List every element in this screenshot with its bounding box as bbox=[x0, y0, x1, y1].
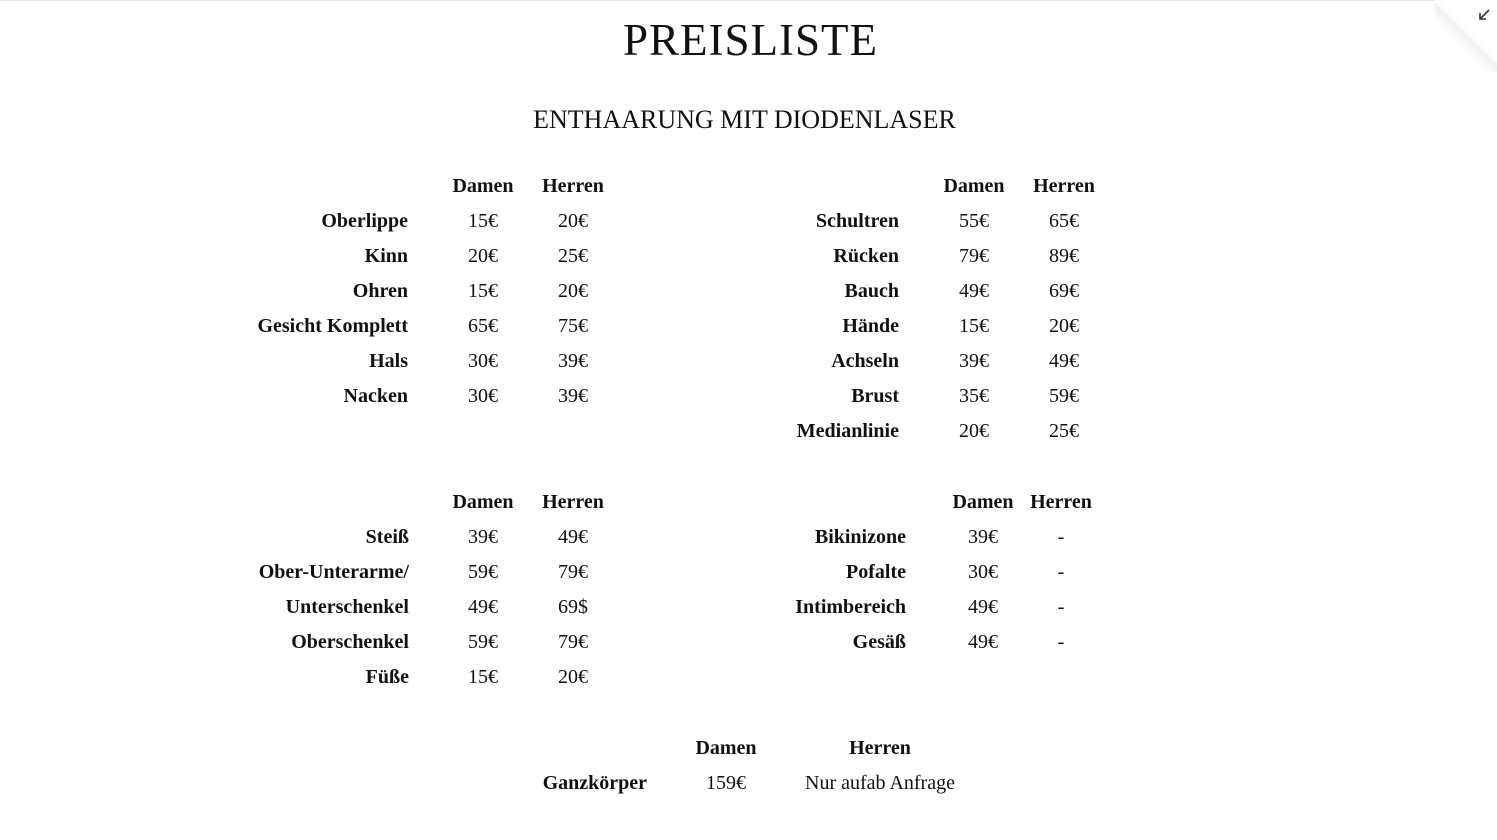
price-row bbox=[250, 204, 618, 239]
header-spacer bbox=[250, 169, 438, 204]
table-header-row bbox=[741, 485, 1100, 520]
price-herren: 39€ bbox=[558, 350, 588, 372]
price-herren: - bbox=[1057, 631, 1065, 653]
price-herren: - bbox=[1057, 596, 1065, 618]
price-row bbox=[250, 555, 618, 590]
price-herren: 69€ bbox=[1049, 280, 1079, 302]
price-row bbox=[741, 590, 1100, 625]
price-herren: 69$ bbox=[558, 596, 588, 618]
price-row bbox=[741, 414, 1109, 449]
body-area-label: Ober-Unterarme/ bbox=[258, 561, 409, 583]
body-area-label: Kinn bbox=[364, 245, 408, 267]
price-damen: 65€ bbox=[468, 315, 498, 337]
price-damen: 15€ bbox=[468, 280, 498, 302]
price-row bbox=[250, 660, 618, 695]
price-herren: - bbox=[1057, 561, 1065, 583]
price-table-intimate bbox=[741, 485, 1100, 660]
body-area-label: Medianlinie bbox=[796, 420, 899, 442]
top-divider bbox=[0, 0, 1497, 1]
price-row bbox=[741, 204, 1109, 239]
price-damen: 49€ bbox=[959, 280, 989, 302]
price-herren: 89€ bbox=[1049, 245, 1079, 267]
price-row bbox=[250, 274, 618, 309]
price-herren: 25€ bbox=[558, 245, 588, 267]
price-damen: 49€ bbox=[968, 596, 998, 618]
page-title: PREISLISTE bbox=[622, 15, 879, 65]
body-area-label: Hals bbox=[369, 350, 408, 372]
column-header-damen: Damen bbox=[452, 175, 514, 197]
column-header-damen: Damen bbox=[695, 737, 757, 759]
body-area-label: Gesäß bbox=[852, 631, 906, 653]
header-spacer bbox=[741, 169, 929, 204]
price-herren: 49€ bbox=[1049, 350, 1079, 372]
column-header-damen: Damen bbox=[952, 491, 1014, 513]
column-header-damen: Damen bbox=[452, 491, 514, 513]
body-area-label: Oberlippe bbox=[321, 210, 408, 232]
price-row bbox=[741, 239, 1109, 274]
price-row bbox=[250, 590, 618, 625]
column-header-herren: Herren bbox=[849, 737, 911, 759]
column-header-damen: Damen bbox=[943, 175, 1005, 197]
price-herren: Nur aufab Anfrage bbox=[805, 772, 955, 794]
price-row bbox=[741, 555, 1100, 590]
table-header-row bbox=[500, 731, 983, 766]
price-table-limbs bbox=[250, 485, 618, 695]
price-herren: 59€ bbox=[1049, 385, 1079, 407]
table-header-row bbox=[741, 169, 1109, 204]
price-row bbox=[741, 309, 1109, 344]
body-area-label: Schultren bbox=[816, 210, 899, 232]
price-row bbox=[741, 274, 1109, 309]
price-row bbox=[500, 766, 983, 801]
price-row bbox=[741, 344, 1109, 379]
body-area-label: Oberschenkel bbox=[291, 631, 409, 653]
body-area-label: Achseln bbox=[831, 350, 899, 372]
price-damen: 30€ bbox=[468, 385, 498, 407]
price-row bbox=[250, 520, 618, 555]
price-damen: 79€ bbox=[959, 245, 989, 267]
header-spacer bbox=[250, 485, 438, 520]
price-table-face-neck bbox=[250, 169, 618, 414]
body-area-label: Nacken bbox=[343, 385, 408, 407]
price-row bbox=[250, 379, 618, 414]
price-damen: 15€ bbox=[959, 315, 989, 337]
price-damen: 39€ bbox=[959, 350, 989, 372]
body-area-label: Füße bbox=[365, 666, 409, 688]
price-row bbox=[250, 309, 618, 344]
price-damen: 55€ bbox=[959, 210, 989, 232]
price-damen: 49€ bbox=[968, 631, 998, 653]
header-spacer bbox=[500, 731, 675, 766]
body-area-label: Steiß bbox=[365, 526, 409, 548]
body-area-label: Bauch bbox=[844, 280, 899, 302]
price-herren: 49€ bbox=[558, 526, 588, 548]
price-damen: 39€ bbox=[968, 526, 998, 548]
price-herren: 20€ bbox=[1049, 315, 1079, 337]
price-row bbox=[250, 239, 618, 274]
price-damen: 20€ bbox=[468, 245, 498, 267]
body-area-label: Gesicht Komplett bbox=[257, 315, 408, 337]
price-damen: 59€ bbox=[468, 561, 498, 583]
price-table-full-body bbox=[500, 731, 983, 801]
price-damen: 20€ bbox=[959, 420, 989, 442]
price-damen: 59€ bbox=[468, 631, 498, 653]
price-herren: 25€ bbox=[1049, 420, 1079, 442]
price-row bbox=[741, 625, 1100, 660]
price-row bbox=[250, 625, 618, 660]
column-header-herren: Herren bbox=[542, 175, 604, 197]
price-damen: 30€ bbox=[468, 350, 498, 372]
body-area-label: Intimbereich bbox=[795, 596, 906, 618]
price-herren: 20€ bbox=[558, 210, 588, 232]
body-area-label: Rücken bbox=[833, 245, 899, 267]
price-herren: 20€ bbox=[558, 666, 588, 688]
price-herren: 65€ bbox=[1049, 210, 1079, 232]
body-area-label: Bikinizone bbox=[814, 526, 906, 548]
price-herren: 75€ bbox=[558, 315, 588, 337]
table-header-row bbox=[250, 485, 618, 520]
column-header-herren: Herren bbox=[1030, 491, 1092, 513]
price-damen: 30€ bbox=[968, 561, 998, 583]
price-damen: 49€ bbox=[468, 596, 498, 618]
price-damen: 39€ bbox=[468, 526, 498, 548]
body-area-label: Pofalte bbox=[846, 561, 906, 583]
price-herren: - bbox=[1057, 526, 1065, 548]
body-area-label: Brust bbox=[851, 385, 899, 407]
column-header-herren: Herren bbox=[542, 491, 604, 513]
price-table-upper-body bbox=[741, 169, 1109, 449]
body-area-label: Unterschenkel bbox=[285, 596, 409, 618]
price-damen: 35€ bbox=[959, 385, 989, 407]
page-subtitle: ENTHAARUNG MIT DIODENLASER bbox=[533, 105, 956, 134]
price-damen: 15€ bbox=[468, 666, 498, 688]
price-herren: 20€ bbox=[558, 280, 588, 302]
price-damen: 159€ bbox=[706, 772, 746, 794]
price-row bbox=[250, 344, 618, 379]
header-spacer bbox=[741, 485, 944, 520]
body-area-label: Ohren bbox=[352, 280, 408, 302]
table-header-row bbox=[250, 169, 618, 204]
price-damen: 15€ bbox=[468, 210, 498, 232]
column-header-herren: Herren bbox=[1033, 175, 1095, 197]
price-herren: 79€ bbox=[558, 631, 588, 653]
price-row bbox=[741, 379, 1109, 414]
body-area-label: Hände bbox=[842, 315, 899, 337]
price-herren: 79€ bbox=[558, 561, 588, 583]
price-herren: 39€ bbox=[558, 385, 588, 407]
body-area-label: Ganzkörper bbox=[542, 772, 647, 794]
price-row bbox=[741, 520, 1100, 555]
